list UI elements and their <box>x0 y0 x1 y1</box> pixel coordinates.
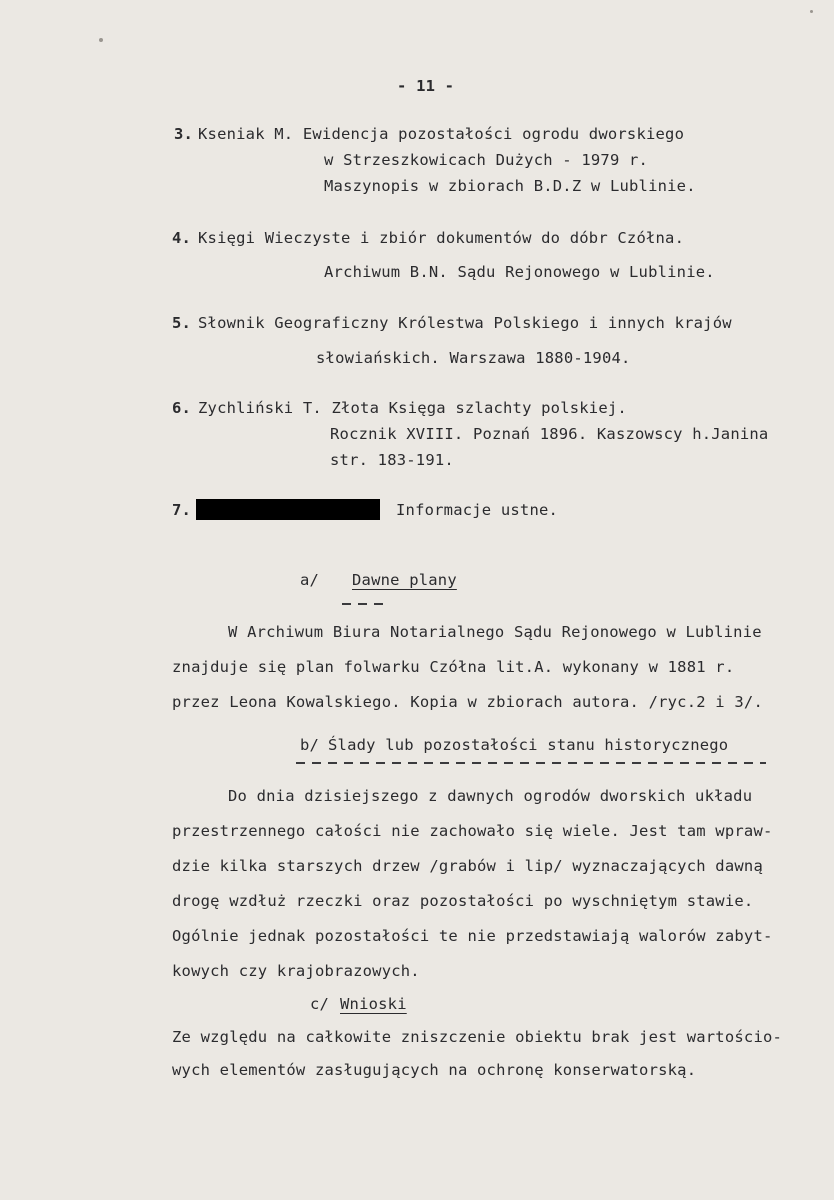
paper-speck <box>810 10 813 13</box>
paragraph-line: W Archiwum Biura Notarialnego Sądu Rejonowego w Lublinie <box>228 623 762 641</box>
reference-line: Maszynopis w zbiorach B.D.Z w Lublinie. <box>324 177 696 195</box>
reference-line: słowiańskich. Warszawa 1880-1904. <box>316 349 631 367</box>
paper-speck <box>99 38 103 42</box>
reference-line: Kseniak M. Ewidencja pozostałości ogrodu dworskiego <box>198 125 685 143</box>
reference-line: Archiwum B.N. Sądu Rejonowego w Lublinie. <box>324 263 715 281</box>
paragraph-line: znajduje się plan folwarku Czółna lit.A. wykonany w 1881 r. <box>172 658 735 676</box>
page-number: - 11 - <box>397 77 455 95</box>
reference-number: 3. <box>174 125 194 143</box>
section-heading: Ślady lub pozostałości stanu historycznego <box>328 736 729 754</box>
section-divider <box>342 603 386 605</box>
reference-number: 7. <box>172 501 192 519</box>
redaction-bar <box>196 499 380 520</box>
paragraph-line: przestrzennego całości nie zachowało się wiele. Jest tam wpraw- <box>172 822 773 840</box>
reference-line: Księgi Wieczyste i zbiór dokumentów do dóbr Czółna. <box>198 229 685 247</box>
reference-line: Zychliński T. Złota Księga szlachty polskiej. <box>198 399 627 417</box>
paragraph-line: kowych czy krajobrazowych. <box>172 962 420 980</box>
paragraph-line: wych elementów zasługujących na ochronę konserwatorską. <box>172 1061 697 1079</box>
section-marker: a/ <box>300 571 320 589</box>
section-marker: b/ <box>300 736 320 754</box>
heading-underline <box>296 762 766 764</box>
section-heading: Wnioski <box>340 995 407 1013</box>
reference-line: w Strzeszkowicach Dużych - 1979 r. <box>324 151 649 169</box>
section-marker: c/ <box>310 995 330 1013</box>
section-heading: Dawne plany <box>352 571 457 589</box>
reference-line: Informacje ustne. <box>396 501 559 519</box>
reference-line: Słownik Geograficzny Królestwa Polskiego i innych krajów <box>198 314 732 332</box>
paragraph-line: Ze względu na całkowite zniszczenie obiektu brak jest wartościo- <box>172 1028 783 1046</box>
paragraph-line: dzie kilka starszych drzew /grabów i lip/ wyznaczających dawną <box>172 857 763 875</box>
paragraph-line: Ogólnie jednak pozostałości te nie przedstawiają walorów zabyt- <box>172 927 773 945</box>
reference-number: 6. <box>172 399 192 417</box>
paragraph-line: drogę wzdłuż rzeczki oraz pozostałości po wyschniętym stawie. <box>172 892 754 910</box>
reference-line: str. 183-191. <box>330 451 454 469</box>
paragraph-line: Do dnia dzisiejszego z dawnych ogrodów dworskich układu <box>228 787 753 805</box>
reference-line: Rocznik XVIII. Poznań 1896. Kaszowscy h.Janina <box>330 425 769 443</box>
paragraph-line: przez Leona Kowalskiego. Kopia w zbiorach autora. /ryc.2 i 3/. <box>172 693 763 711</box>
reference-number: 5. <box>172 314 192 332</box>
reference-number: 4. <box>172 229 192 247</box>
